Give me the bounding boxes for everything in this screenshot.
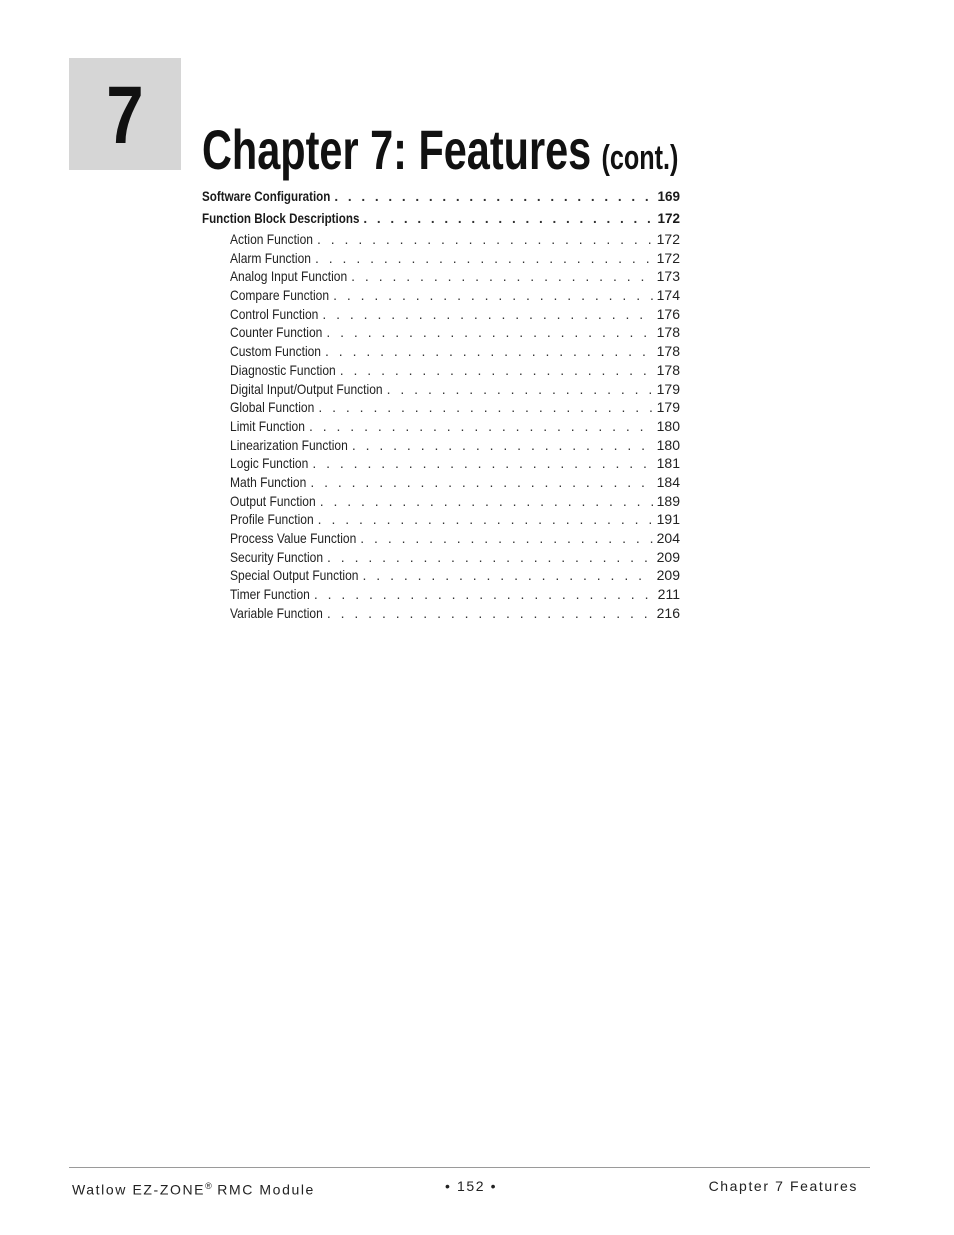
footer-product-name: [72, 1176, 315, 1200]
toc-entry-label: Special Output Function: [230, 567, 359, 584]
toc-sub-entry[interactable]: [202, 286, 680, 305]
toc-entry-page: 216: [656, 604, 680, 621]
toc-entry-label: Action Function: [230, 231, 313, 247]
toc-dot-leader: [334, 186, 653, 208]
toc-main-entry[interactable]: [202, 208, 680, 230]
toc-entry-label: Timer Function: [230, 586, 310, 603]
toc-entry-page: 211: [657, 586, 680, 603]
toc-entry-label: Profile Function: [230, 511, 314, 528]
toc-dot-leader: [320, 492, 653, 511]
toc-entry-page: 174: [656, 287, 680, 304]
toc-entry-label: Digital Input/Output Function: [230, 380, 383, 397]
toc-entry-label: Global Function: [230, 399, 315, 416]
toc-entry-page: 172: [656, 249, 680, 266]
toc-entry-label: Counter Function: [230, 324, 323, 341]
toc-dot-leader: [326, 323, 652, 342]
toc-sub-entry[interactable]: [202, 510, 680, 529]
toc-entry-page: 209: [656, 548, 680, 565]
toc-entry-page: 181: [656, 455, 680, 472]
toc-entry-label: Variable Function: [230, 604, 323, 621]
toc-main-entry[interactable]: [202, 186, 680, 208]
registered-trademark-mark: ®: [205, 1181, 212, 1191]
chapter-number-box: [69, 58, 181, 170]
chapter-title-main: Chapter 7: Features: [202, 118, 592, 181]
chapter-title-suffix: (cont.): [601, 139, 679, 177]
footer-page-number: • 152 •: [445, 1178, 498, 1194]
toc-entry-page: 179: [656, 399, 680, 416]
toc-dot-leader: [333, 286, 653, 305]
toc-sub-entry[interactable]: [202, 473, 680, 492]
toc-entry-label: Alarm Function: [230, 249, 311, 266]
toc-entry-page: 191: [656, 511, 680, 528]
toc-entry-label: Software Configuration: [202, 189, 331, 204]
toc-sub-entry[interactable]: [202, 604, 680, 623]
toc-entry-label: Limit Function: [230, 417, 305, 434]
toc-entry-label: Logic Function: [230, 455, 309, 472]
footer-product: Watlow EZ-ZONE: [72, 1181, 206, 1198]
toc-entry-page: 189: [656, 492, 680, 509]
toc-entry-page: 172: [657, 211, 680, 226]
toc-dot-leader: [327, 548, 653, 567]
toc-entry-label: Output Function: [230, 492, 316, 509]
toc-dot-leader: [325, 342, 653, 361]
toc-entry-label: Function Block Descriptions: [202, 211, 360, 226]
footer-divider: [69, 1167, 870, 1168]
toc-sub-entry[interactable]: [202, 305, 680, 324]
toc-sub-entry[interactable]: [202, 249, 680, 268]
toc-entry-page: 178: [656, 324, 680, 341]
toc-entry-label: Compare Function: [230, 287, 330, 304]
toc-entry-label: Analog Input Function: [230, 268, 348, 285]
toc-entry-page: 184: [656, 473, 680, 490]
toc-sub-entry[interactable]: [202, 267, 680, 286]
toc-sub-entry[interactable]: [202, 492, 680, 511]
toc-sub-entry[interactable]: [202, 361, 680, 380]
toc-dot-leader: [363, 208, 653, 230]
toc-entry-label: Custom Function: [230, 343, 322, 360]
toc-sub-entry[interactable]: [202, 548, 680, 567]
toc-sub-entry[interactable]: [202, 417, 680, 436]
toc-entry-page: 169: [657, 189, 680, 204]
toc-entry-page: 172: [656, 231, 680, 247]
table-of-contents: [202, 186, 680, 622]
toc-entry-label: Control Function: [230, 305, 319, 322]
toc-entry-page: 180: [656, 436, 680, 453]
toc-entry-label: Security Function: [230, 548, 324, 565]
toc-dot-leader: [322, 305, 652, 324]
toc-dot-leader: [352, 436, 653, 455]
toc-entry-page: 179: [656, 380, 680, 397]
toc-dot-leader: [317, 230, 653, 249]
toc-dot-leader: [310, 473, 652, 492]
toc-entry-label: Math Function: [230, 473, 307, 490]
toc-sub-entry[interactable]: [202, 454, 680, 473]
toc-dot-leader: [351, 267, 652, 286]
toc-entry-page: 209: [656, 567, 680, 584]
toc-dot-leader: [387, 380, 653, 399]
toc-dot-leader: [327, 604, 653, 623]
toc-entry-page: 173: [656, 268, 680, 285]
toc-entry-page: 178: [656, 361, 680, 378]
toc-entry-page: 180: [656, 417, 680, 434]
toc-sub-entry[interactable]: [202, 230, 680, 249]
toc-dot-leader: [312, 454, 652, 473]
toc-entry-label: Diagnostic Function: [230, 361, 336, 378]
toc-dot-leader: [360, 529, 652, 548]
toc-entry-page: 176: [656, 305, 680, 322]
toc-dot-leader: [318, 398, 652, 417]
toc-sub-entry[interactable]: [202, 323, 680, 342]
toc-entry-label: Linearization Function: [230, 436, 348, 453]
toc-dot-leader: [363, 566, 653, 585]
toc-entry-page: 204: [656, 530, 680, 546]
toc-dot-leader: [309, 417, 653, 436]
toc-dot-leader: [315, 249, 653, 268]
toc-sub-entry[interactable]: [202, 585, 680, 604]
toc-entry-page: 178: [656, 343, 680, 360]
toc-dot-leader: [340, 361, 653, 380]
footer-section-title: Chapter 7 Features: [708, 1178, 858, 1194]
toc-sub-entry[interactable]: [202, 529, 680, 548]
toc-sub-entry[interactable]: [202, 380, 680, 399]
footer-module: RMC Module: [217, 1181, 315, 1198]
toc-sub-entry[interactable]: [202, 436, 680, 455]
toc-dot-leader: [314, 585, 654, 604]
toc-sub-entry[interactable]: [202, 342, 680, 361]
chapter-number: 7: [106, 70, 144, 161]
page-title: [202, 118, 679, 181]
toc-sub-entry[interactable]: [202, 398, 680, 417]
toc-sub-entry[interactable]: [202, 566, 680, 585]
toc-dot-leader: [318, 510, 653, 529]
toc-entry-label: Process Value Function: [230, 530, 357, 546]
